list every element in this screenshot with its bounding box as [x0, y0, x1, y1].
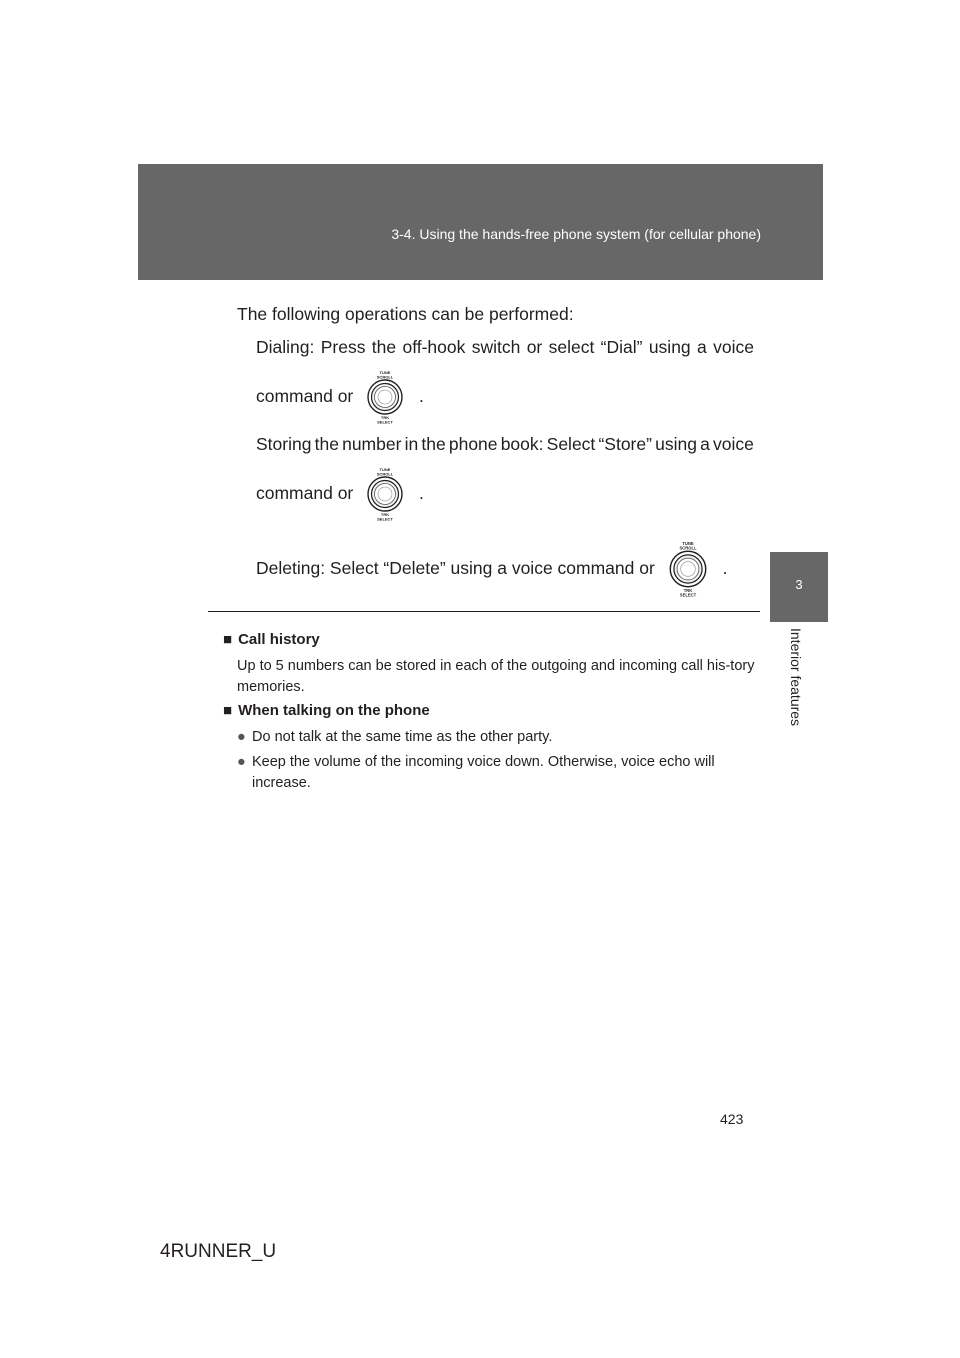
talking-heading: ■ When talking on the phone: [223, 702, 430, 719]
svg-text:TRK: TRK: [683, 588, 692, 594]
svg-text:TUNE: TUNE: [682, 541, 694, 547]
chapter-header-title: 3-4. Using the hands-free phone system (for cellular phone): [391, 226, 761, 242]
call-history-heading: ■ Call history: [223, 631, 320, 648]
svg-text:TRK: TRK: [381, 415, 390, 421]
svg-text:SCROLL: SCROLL: [376, 471, 394, 477]
list-item: ● Do not talk at the same time as the other party.: [237, 727, 757, 748]
svg-text:SELECT: SELECT: [679, 593, 696, 599]
storing-line: Storing the number in the phone book: Select “Store” using a voice: [256, 434, 754, 454]
circle-bullet-icon: ●: [237, 754, 246, 770]
chapter-side-label: Interior features: [788, 628, 804, 727]
svg-text:SCROLL: SCROLL: [376, 374, 394, 380]
tune-scroll-knob-icon: [362, 369, 408, 425]
svg-text:TUNE: TUNE: [379, 467, 391, 473]
svg-text:TUNE: TUNE: [379, 370, 391, 376]
page-number: 423: [720, 1111, 744, 1127]
tune-scroll-knob-icon: [362, 466, 408, 522]
svg-text:SCROLL: SCROLL: [679, 546, 697, 552]
chapter-number: 3: [795, 577, 803, 592]
storing-command-line: command or TUNE SCROLL TRK SELECT .: [256, 467, 424, 522]
svg-text:TRK: TRK: [381, 512, 390, 518]
list-item: ● Keep the volume of the incoming voice down. Otherwise, voice echo will increase.: [237, 754, 715, 791]
square-bullet-icon: ■: [223, 702, 233, 719]
call-history-text: Up to 5 numbers can be stored in each of the outgoing and incoming call his-tory memories.: [237, 658, 755, 695]
tune-scroll-knob-icon: [664, 539, 712, 599]
svg-text:SELECT: SELECT: [377, 516, 394, 522]
svg-text:SELECT: SELECT: [377, 419, 394, 425]
intro-text: The following operations can be performed:: [237, 304, 574, 324]
section-divider: [208, 611, 760, 612]
circle-bullet-icon: ●: [237, 729, 246, 745]
square-bullet-icon: ■: [223, 631, 233, 648]
dialing-command-line: command or TUNE SCROLL TRK SELECT .: [256, 370, 424, 425]
chapter-header-bar: [138, 164, 823, 280]
chapter-side-tab: [770, 552, 828, 622]
deleting-line: Deleting: Select “Delete” using a voice command or TUNE SCROLL TRK SELECT .: [256, 541, 728, 599]
dialing-line: Dialing: Press the off-hook switch or select “Dial” using a voice: [256, 337, 754, 357]
model-code: 4RUNNER_U: [160, 1241, 277, 1262]
